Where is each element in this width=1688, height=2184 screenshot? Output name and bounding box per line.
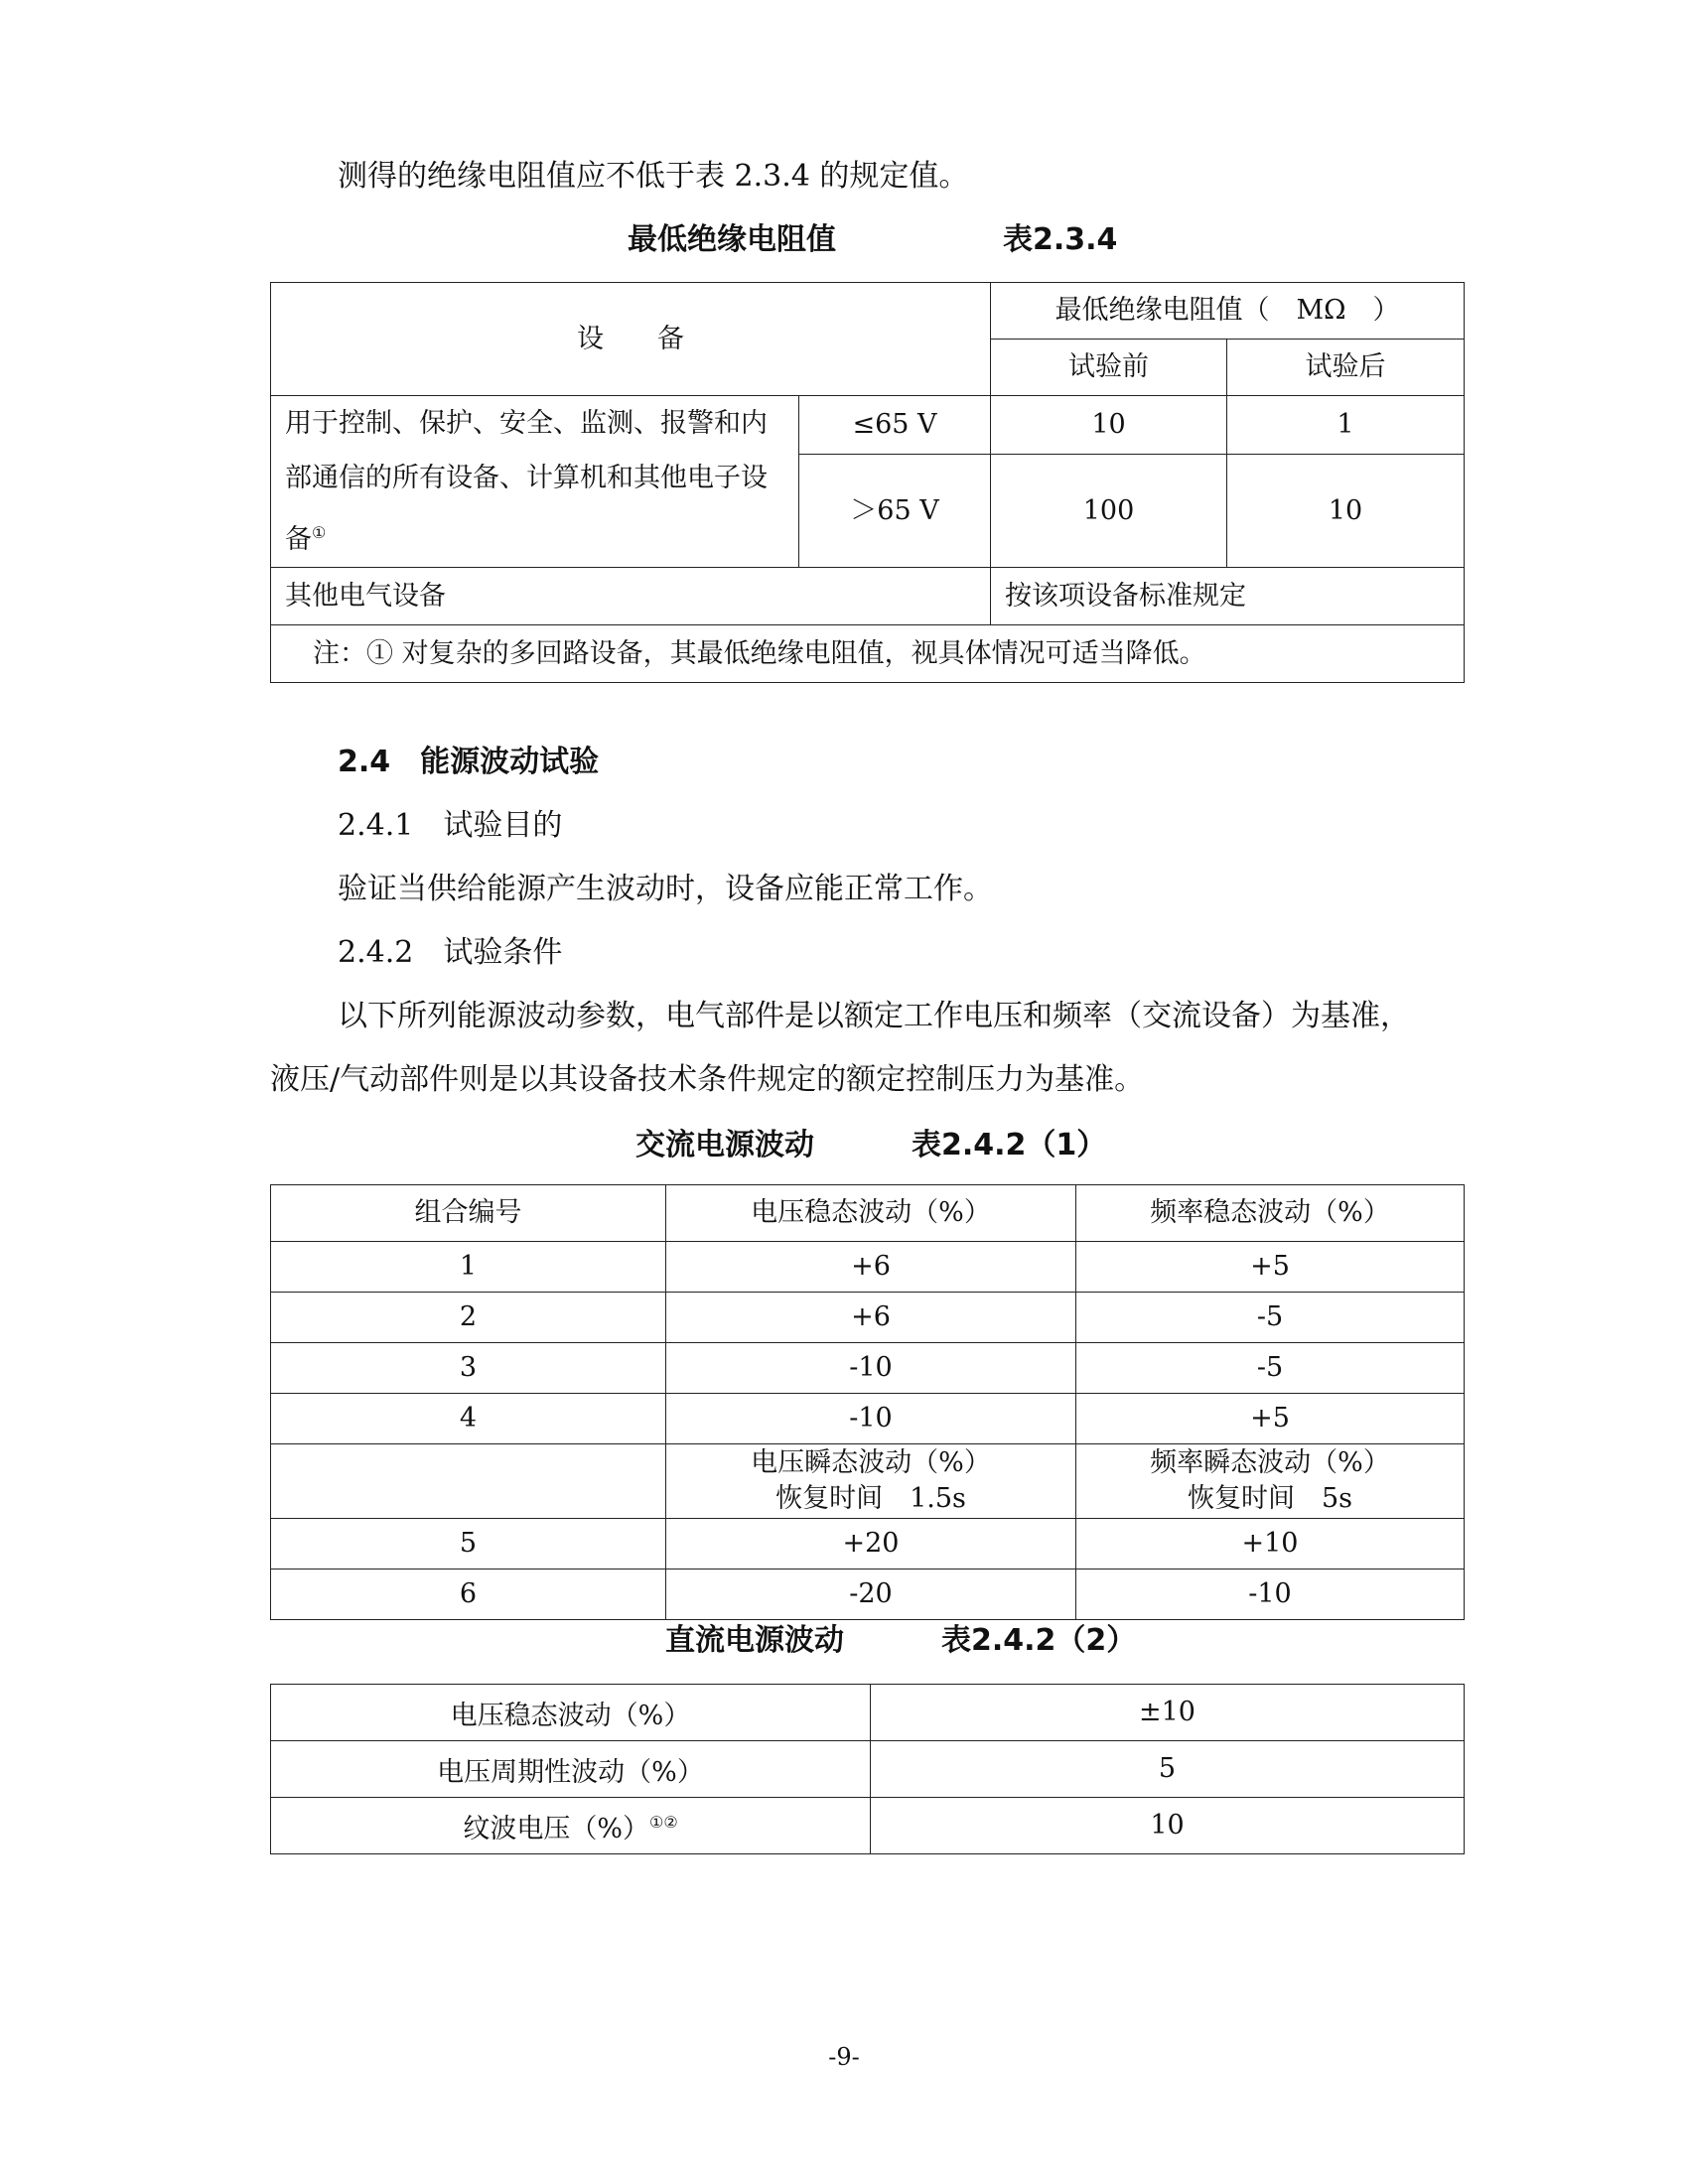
- freq-transient-recovery: 恢复时间 5s: [1187, 1483, 1353, 1514]
- voltage-transient-recovery: 恢复时间 1.5s: [775, 1483, 966, 1514]
- dc-row-label: [271, 1741, 871, 1798]
- table-row: [271, 1570, 1465, 1620]
- dc-row-label: [271, 1685, 871, 1741]
- electronic-equipment-cell: [271, 396, 799, 568]
- header-device: 设 备: [271, 283, 991, 396]
- high-before-value: 100: [991, 455, 1227, 568]
- dc-row-label: [271, 1798, 871, 1854]
- combination-number: 5: [271, 1519, 666, 1570]
- insulation-resistance-table: [270, 282, 1465, 683]
- table3-number: 表2.4.2（2）: [941, 1623, 1137, 1658]
- other-equipment-label: 其他电气设备: [271, 568, 991, 625]
- combination-number: 1: [271, 1242, 666, 1293]
- voltage-high: ＞65 V: [799, 455, 991, 568]
- other-equipment-value: 按该项设备标准规定: [991, 568, 1465, 625]
- dc-label-text: 电压周期性波动（%）: [437, 1756, 704, 1788]
- voltage-value: +6: [666, 1242, 1076, 1293]
- table-row: [271, 1242, 1465, 1293]
- table3-title: 直流电源波动: [665, 1623, 844, 1658]
- table2-title: 交流电源波动: [635, 1128, 814, 1162]
- voltage-low: ≤65 V: [799, 396, 991, 455]
- table-row: [271, 1293, 1465, 1343]
- dc-row-value: 5: [871, 1741, 1465, 1798]
- dc-power-fluctuation-table: [270, 1684, 1465, 1854]
- table1-note: 注：① 对复杂的多回路设备，其最低绝缘电阻值，视具体情况可适当降低。: [271, 625, 1465, 683]
- subsection-2-text-line2: 液压/气动部件则是以其设备技术条件规定的额定控制压力为基准。: [270, 1062, 1145, 1097]
- table-row: [271, 1343, 1465, 1394]
- table-row: [271, 1685, 1465, 1741]
- section-title: 2.4 能源波动试验: [338, 745, 600, 779]
- table2-number: 表2.4.2（1）: [912, 1128, 1107, 1162]
- frequency-value: +10: [1076, 1519, 1465, 1570]
- frequency-value: -5: [1076, 1293, 1465, 1343]
- voltage-value: -10: [666, 1394, 1076, 1444]
- header-min-resistance: 最低绝缘电阻值（ MΩ ）: [991, 283, 1465, 340]
- table1-number: 表2.3.4: [1003, 222, 1118, 257]
- header-after-test: 试验后: [1227, 340, 1465, 396]
- frequency-value: -10: [1076, 1570, 1465, 1620]
- footnote-mark: ①②: [648, 1812, 678, 1832]
- subsection-2-text-line1: 以下所列能源波动参数，电气部件是以额定工作电压和频率（交流设备）为基准，: [338, 999, 1410, 1033]
- voltage-transient-title: 电压瞬态波动（%）: [751, 1447, 991, 1478]
- header-combination: 组合编号: [271, 1185, 666, 1242]
- frequency-value: -5: [1076, 1343, 1465, 1394]
- freq-transient-header: [1076, 1444, 1465, 1519]
- low-before-value: 10: [991, 396, 1227, 455]
- dc-row-value: ±10: [871, 1685, 1465, 1741]
- high-after-value: 10: [1227, 455, 1465, 568]
- ac-power-fluctuation-table: [270, 1184, 1465, 1620]
- page-number: -9-: [828, 2043, 860, 2071]
- header-freq-steady: 频率稳态波动（%）: [1076, 1185, 1465, 1242]
- intro-text: 测得的绝缘电阻值应不低于表 2.3.4 的规定值。: [338, 159, 969, 194]
- voltage-value: +20: [666, 1519, 1076, 1570]
- header-before-test: 试验前: [991, 340, 1227, 396]
- empty-cell: [271, 1444, 666, 1519]
- frequency-value: +5: [1076, 1394, 1465, 1444]
- dc-row-value: 10: [871, 1798, 1465, 1854]
- subsection-1-text: 验证当供给能源产生波动时，设备应能正常工作。: [338, 872, 993, 906]
- low-after-value: 1: [1227, 396, 1465, 455]
- subsection-1-title: 2.4.1 试验目的: [338, 808, 563, 843]
- voltage-value: -20: [666, 1570, 1076, 1620]
- footnote-mark: ①: [312, 523, 327, 542]
- header-voltage-steady: 电压稳态波动（%）: [666, 1185, 1076, 1242]
- table-row: [271, 1741, 1465, 1798]
- table-row: [271, 1798, 1465, 1854]
- voltage-transient-header: [666, 1444, 1076, 1519]
- electronic-equipment-label: 用于控制、保护、安全、监测、报警和内部通信的所有设备、计算机和其他电子设备: [285, 408, 768, 555]
- table-row: [271, 1394, 1465, 1444]
- combination-number: 6: [271, 1570, 666, 1620]
- combination-number: 2: [271, 1293, 666, 1343]
- freq-transient-title: 频率瞬态波动（%）: [1150, 1447, 1390, 1478]
- combination-number: 3: [271, 1343, 666, 1394]
- dc-label-text: 电压稳态波动（%）: [450, 1700, 691, 1731]
- voltage-value: -10: [666, 1343, 1076, 1394]
- table-row: [271, 1519, 1465, 1570]
- frequency-value: +5: [1076, 1242, 1465, 1293]
- subsection-2-title: 2.4.2 试验条件: [338, 935, 563, 970]
- dc-label-text: 纹波电压（%）: [463, 1813, 649, 1844]
- table1-title: 最低绝缘电阻值: [628, 222, 836, 257]
- combination-number: 4: [271, 1394, 666, 1444]
- voltage-value: +6: [666, 1293, 1076, 1343]
